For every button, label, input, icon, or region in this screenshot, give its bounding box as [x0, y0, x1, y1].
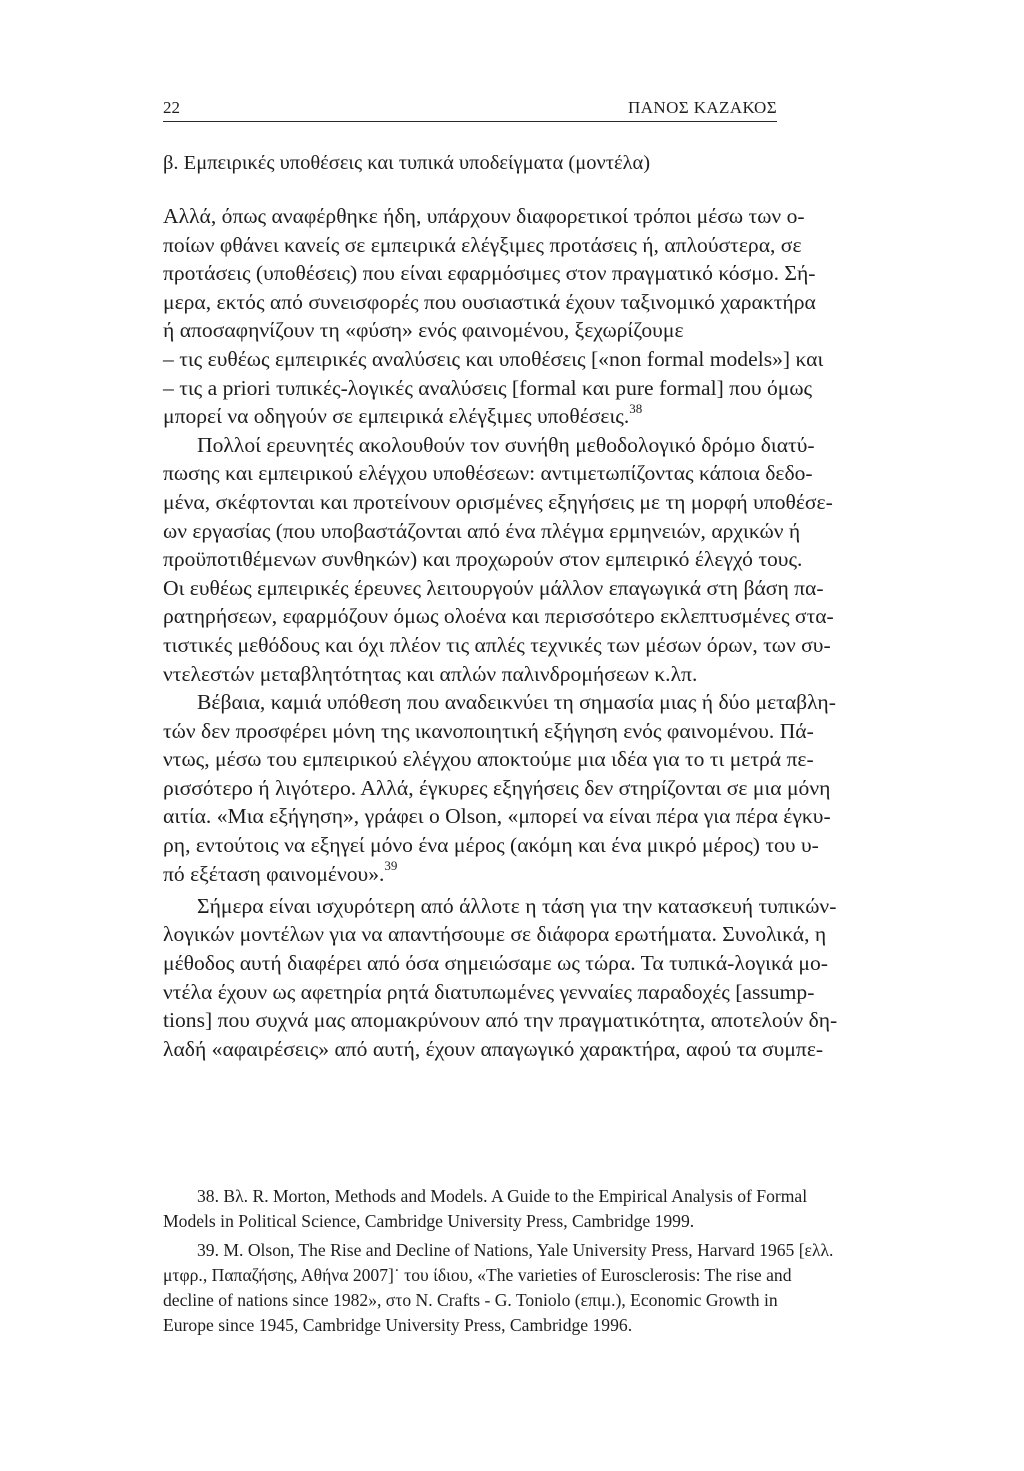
footnotes	[163, 1184, 834, 1338]
body-line: ντως, μέσω του εμπειρικού ελέγχου αποκτούμε μια ιδέα για το τι μετρά πε-	[163, 747, 814, 772]
footnote-38-continued: Models in Political Science, Cambridge University Press, Cambridge 1999.	[163, 1211, 695, 1231]
body-line: ρατηρήσεων, εφαρμόζουν όμως ολοένα και περισσότερο εκλεπτυσμένες στα-	[163, 604, 834, 629]
body-line: Οι ευθέως εμπειρικές έρευνες λειτουργούν μάλλον επαγωγικά στη βάση πα-	[163, 575, 824, 600]
body-line: λαδή «αφαιρέσεις» από αυτή, έχουν απαγωγικό χαρακτήρα, αφού τα συμπε-	[163, 1036, 824, 1061]
body-line: ρη, εντούτοις να εξηγεί μόνο ένα μέρος (ακόμη και ένα μικρό μέρος) του υ-	[163, 833, 819, 858]
body-line: αιτία. «Μια εξήγηση», γράφει ο Olson, «μπορεί να είναι πέρα για πέρα έγκυ-	[163, 804, 831, 829]
running-head-author: ΠΑΝΟΣ ΚΑΖΑΚΟΣ	[628, 98, 777, 117]
footnote-ref-39: 39	[384, 858, 398, 874]
section-heading: β. Εμπειρικές υποθέσεις και τυπικά υποδείγματα (μοντέλα)	[163, 152, 651, 174]
footnote-39-continued: Europe since 1945, Cambridge University Press, Cambridge 1996.	[163, 1315, 633, 1335]
footnote-39: 39. M. Olson, The Rise and Decline of Nations, Yale University Press, Harvard 1965 [ελλ.	[197, 1240, 834, 1260]
body-line-text: μπορεί να οδηγούν σε εμπειρικά ελέγξιμες υποθέσεις.	[163, 404, 630, 429]
body-line: προϋποτιθέμενων συνθηκών) και προχωρούν στον εμπειρικό έλεγχό τους.	[163, 547, 803, 572]
list-item: – τις ευθέως εμπειρικές αναλύσεις και υποθέσεις [«non formal models»] και	[163, 346, 824, 371]
footnote-39-continued: μτφρ., Παπαζήσης, Αθήνα 2007]˙ του ίδιου, «The varieties of Eurosclerosis: The rise and	[163, 1265, 792, 1285]
paragraph-start: Σήμερα είναι ισχυρότερη από άλλοτε η τάση για την κατασκευή τυπικών-	[197, 893, 837, 918]
body-line: πωσης και εμπειρικού ελέγχου υποθέσεων: αντιμετωπίζοντας κάποια δεδο-	[163, 461, 813, 486]
footnote-39-continued: decline of nations since 1982», στο N. Crafts - G. Toniolo (επιμ.), Economic Growth in	[163, 1290, 778, 1310]
body-line: τιστικές μεθόδους και όχι πλέον τις απλές τεχνικές των μέσων όρων, των συ-	[163, 632, 831, 657]
body-line: λογικών μοντέλων για να απαντήσουμε σε διάφορα ερωτήματα. Συνολικά, η	[163, 922, 827, 947]
body-line: μερα, εκτός από συνεισφορές που ουσιαστικά έχουν ταξινομικό χαρακτήρα	[163, 289, 816, 314]
body-line: ποίων φθάνει κανείς σε εμπειρικά ελέγξιμες προτάσεις ή, απλούστερα, σε	[163, 232, 802, 257]
body-text	[163, 202, 838, 1063]
page-header	[163, 97, 777, 122]
list-item: – τις a priori τυπικές-λογικές αναλύσεις [formal και pure formal] που όμως	[163, 375, 813, 400]
body-line-text: πό εξέταση φαινομένου».	[163, 861, 385, 886]
body-line: Αλλά, όπως αναφέρθηκε ήδη, υπάρχουν διαφορετικοί τρόποι μέσω των ο-	[163, 204, 805, 228]
body-line: tions] που συχνά μας απομακρύνουν από την πραγματικότητα, αποτελούν δη-	[163, 1008, 838, 1033]
body-line: ρισσότερο ή λιγότερο. Αλλά, έγκυρες εξηγήσεις δεν στηρίζονται σε μια μόνη	[163, 775, 831, 800]
body-line: ντέλα έχουν ως αφετηρία ρητά διατυπωμένες γενναίες παραδοχές [assump-	[163, 979, 815, 1004]
footnote-ref-38: 38	[629, 400, 643, 416]
footnote-38: 38. Βλ. R. Morton, Methods and Models. A Guide to the Empirical Analysis of Formal	[197, 1186, 808, 1206]
body-line: τών δεν προσφέρει μόνη της ικανοποιητική εξήγηση ενός φαινομένου. Πά-	[163, 718, 814, 743]
body-line: ων εργασίας (που υποβαστάζονται από ένα πλέγμα ερμηνειών, αρχικών ή	[163, 518, 801, 543]
paragraph-start: Πολλοί ερευνητές ακολουθούν τον συνήθη μεθοδολογικό δρόμο διατύ-	[197, 432, 815, 457]
paragraph-start: Βέβαια, καμιά υπόθεση που αναδεικνύει τη σημασία μιας ή δύο μεταβλη-	[197, 690, 836, 715]
body-line	[163, 860, 777, 889]
body-line: προτάσεις (υποθέσεις) που είναι εφαρμόσιμες στον πραγματικό κόσμο. Σή-	[163, 261, 816, 286]
body-line: μένα, σκέφτονται και προτείνουν ορισμένες εξηγήσεις με τη μορφή υποθέσε-	[163, 489, 833, 514]
body-line: μέθοδος αυτή διαφέρει από όσα σημειώσαμε ως τώρα. Τα τυπικά-λογικά μο-	[163, 950, 828, 975]
body-line: ντελεστών μεταβλητότητας και απλών παλινδρομήσεων κ.λπ.	[163, 661, 698, 686]
body-line: ή αποσαφηνίζουν τη «φύση» ενός φαινομένου, ξεχωρίζουμε	[163, 318, 684, 343]
page-number: 22	[163, 98, 180, 117]
body-line	[163, 402, 777, 431]
